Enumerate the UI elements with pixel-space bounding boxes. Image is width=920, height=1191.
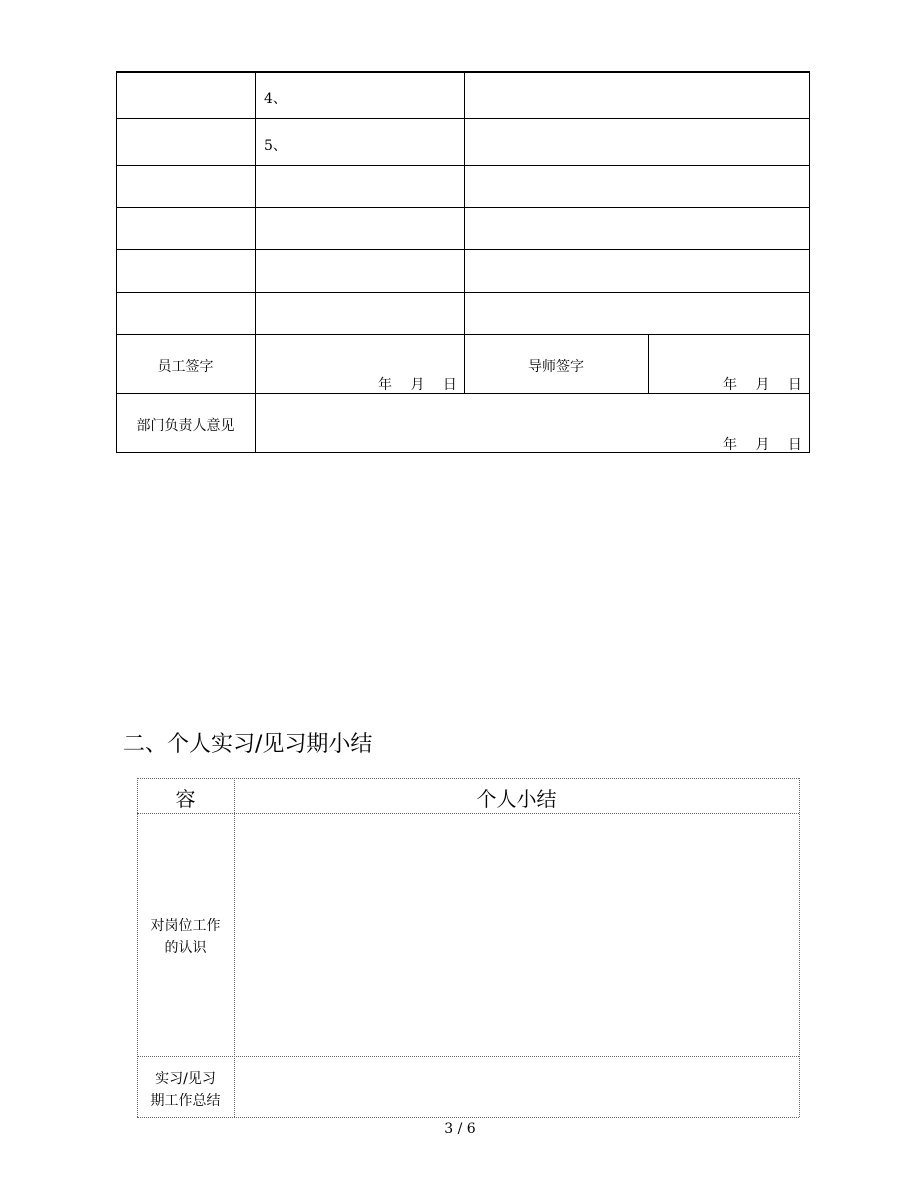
employee-sign-date: 年 月 日 (378, 377, 457, 393)
row-divider (116, 165, 810, 166)
table-border-bottom (137, 1117, 799, 1118)
row-divider (116, 334, 810, 335)
dept-opinion-label: 部门负责人意见 (136, 418, 235, 434)
header-personal-summary: 个人小结 (476, 787, 557, 811)
row-divider (116, 207, 810, 208)
header-content: 容 (175, 787, 196, 811)
row-divider (116, 118, 810, 119)
mentor-sign-date: 年 月 日 (723, 377, 802, 393)
employee-sign-label: 员工签字 (157, 359, 214, 375)
column-divider (464, 71, 465, 393)
table-border-bottom (116, 452, 810, 453)
row-divider (137, 813, 799, 814)
section-heading: 二、个人实习/见习期小结 (123, 732, 373, 757)
row-label-work-summary-line2: 期工作总结 (150, 1093, 221, 1109)
column-divider (648, 334, 649, 393)
mentor-sign-label: 导师签字 (528, 359, 584, 375)
row-label-work-summary-line1: 实习/见习 (155, 1071, 216, 1087)
dept-opinion-date: 年 月 日 (723, 437, 802, 453)
page-number: 3 / 6 (444, 1121, 476, 1137)
item-number-5: 5、 (264, 138, 287, 154)
row-divider (116, 292, 810, 293)
item-number-4: 4、 (264, 91, 287, 107)
table-border-left (116, 71, 117, 453)
column-divider (255, 71, 256, 453)
row-label-job-understanding-line1: 对岗位工作 (150, 918, 221, 934)
table-border-top (116, 71, 810, 73)
column-divider (234, 778, 235, 1117)
row-divider (116, 393, 810, 394)
row-divider (137, 1056, 799, 1057)
table-border-top (137, 778, 799, 779)
table-border-right (809, 71, 810, 453)
row-label-job-understanding-line2: 的认识 (164, 940, 207, 956)
row-divider (116, 249, 810, 250)
table-border-right (799, 778, 800, 1117)
